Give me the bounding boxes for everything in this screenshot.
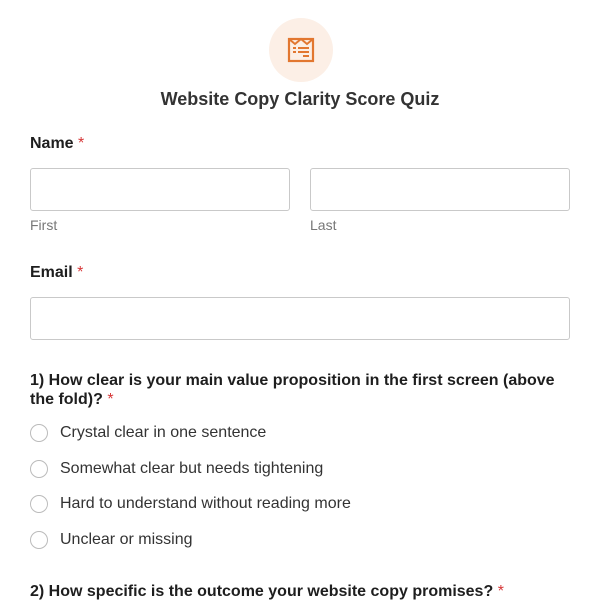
form-title: Website Copy Clarity Score Quiz (160, 89, 440, 109)
question-2-label: 2) How specific is the outcome your website copy promises? * (30, 583, 504, 600)
email-input[interactable] (30, 297, 570, 340)
last-name-input[interactable] (310, 168, 570, 211)
form-icon (287, 36, 315, 64)
q1-option-1[interactable] (30, 424, 266, 442)
last-sublabel: Last (310, 217, 337, 233)
question-1-label: 1) How clear is your main value proposition in the first screen (above the fold)? * (30, 372, 555, 408)
q1-option-3[interactable] (30, 495, 351, 513)
option-label: Unclear or missing (60, 531, 193, 548)
option-label: Hard to understand without reading more (60, 495, 351, 512)
name-label: Name * (30, 135, 85, 152)
first-name-input[interactable] (30, 168, 290, 211)
option-label: Somewhat clear but needs tightening (60, 460, 324, 477)
email-label: Email * (30, 264, 84, 281)
q1-option-2[interactable] (30, 460, 323, 478)
radio-button[interactable] (30, 460, 48, 478)
form-logo (269, 18, 333, 82)
option-label: Crystal clear in one sentence (60, 424, 267, 441)
radio-button[interactable] (30, 531, 48, 549)
q1-option-4[interactable] (30, 531, 192, 549)
radio-button[interactable] (30, 424, 48, 442)
radio-button[interactable] (30, 495, 48, 513)
first-sublabel: First (30, 217, 58, 233)
